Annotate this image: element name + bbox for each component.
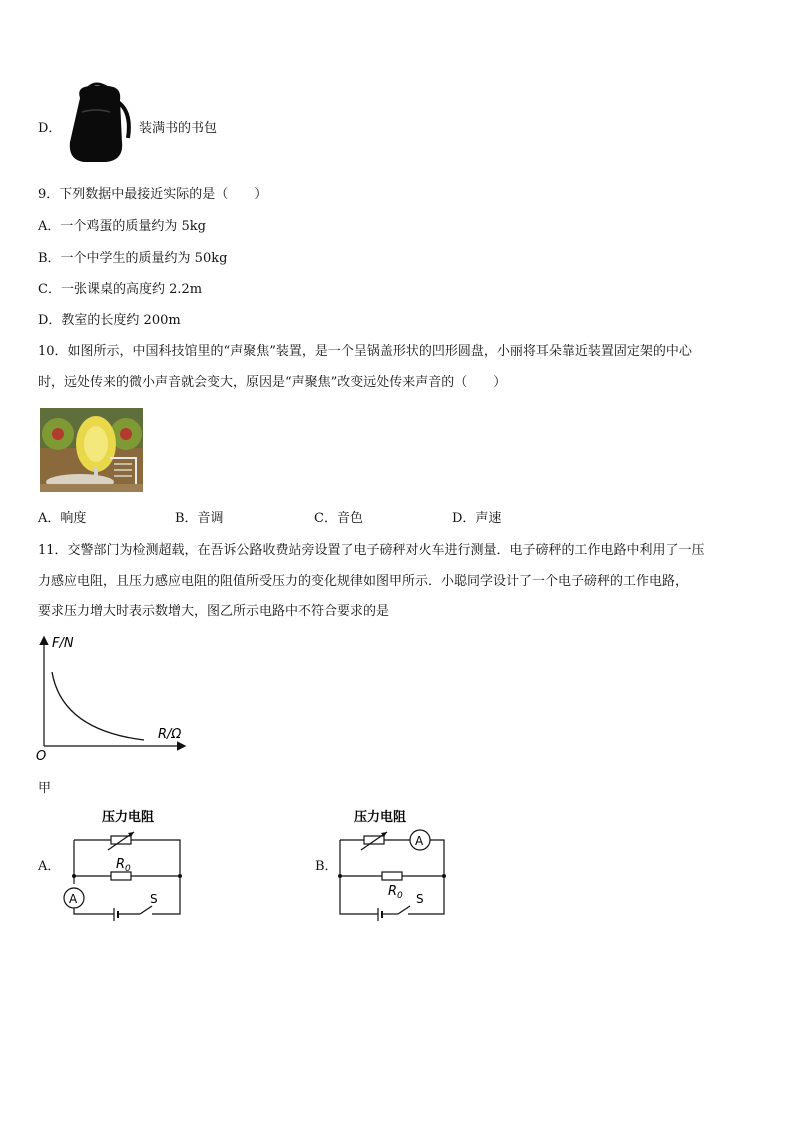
q11-stem-line1: 11．交警部门为检测超载，在吾诉公路收费站旁设置了电子磅秤对火车进行测量．电子磅秤的工作电路中利用了一压 [38,543,705,558]
circuit-b-switch: S [416,892,424,906]
q9-option-b: B．一个中学生的质量约为 50kg [38,251,228,266]
graph-caption: 甲 [38,781,52,796]
circuit-a-meter: A [69,892,78,906]
q8-option-d-label: D． [38,121,62,136]
circuit-a-label: A． [38,859,61,874]
q10-stem-line2: 时，远处传来的微小声音就会变大，原因是“声聚焦”改变远处传来声音的（ ） [38,375,507,390]
switch [398,906,410,914]
circuit-a-r0: $R_0$ [116,857,131,874]
y-axis-label: F/N [52,636,74,651]
x-axis-label: R/Ω [158,727,182,742]
circuit-b-r0: $R_0$ [388,884,403,901]
q11-stem-line2: 力感应电阻，且压力感应电阻的阻值所受压力的变化规律如图甲所示．小聪同学设计了一个电子磅秤的工作电路， [38,574,689,589]
q11-stem-line3: 要求压力增大时表示数增大，图乙所示电路中不符合要求的是 [38,604,390,619]
origin-label: O [36,749,47,762]
q9-option-c: C．一张课桌的高度约 2.2m [38,282,203,297]
q9-stem: 9．下列数据中最接近实际的是（ ） [38,187,268,202]
force-resistance-graph [34,632,194,762]
pressure-resistor [364,836,384,844]
circuit-a-switch: S [150,892,158,906]
q9-option-d: D．教室的长度约 200m [38,313,181,328]
sound-focus-photo [40,408,143,492]
q10-option-b: B．音调 [175,511,224,526]
circuit-b-meter: A [415,834,424,848]
backpack-image [66,82,134,164]
q10-option-d: D．声速 [452,511,502,526]
circuit-a [56,804,186,926]
pressure-resistor [111,836,131,844]
q10-option-c: C．音色 [314,511,363,526]
circuit-b-label: B． [315,859,338,874]
q10-option-a: A．响度 [38,511,87,526]
q9-option-a: A．一个鸡蛋的质量约为 5kg [38,219,206,234]
r0-resistor [382,872,402,880]
circuit-b [332,804,452,926]
curve [52,672,144,740]
q8-option-d-text: 装满书的书包 [139,121,218,136]
q10-stem-line1: 10．如图所示，中国科技馆里的“声聚焦”装置，是一个呈锅盖形状的凹形圆盘，小丽将耳朵靠近装置固定架的中心 [38,344,692,359]
circuit-b-title: 压力电阻 [354,810,407,825]
circuit-a-title: 压力电阻 [102,810,155,825]
switch [140,906,152,914]
